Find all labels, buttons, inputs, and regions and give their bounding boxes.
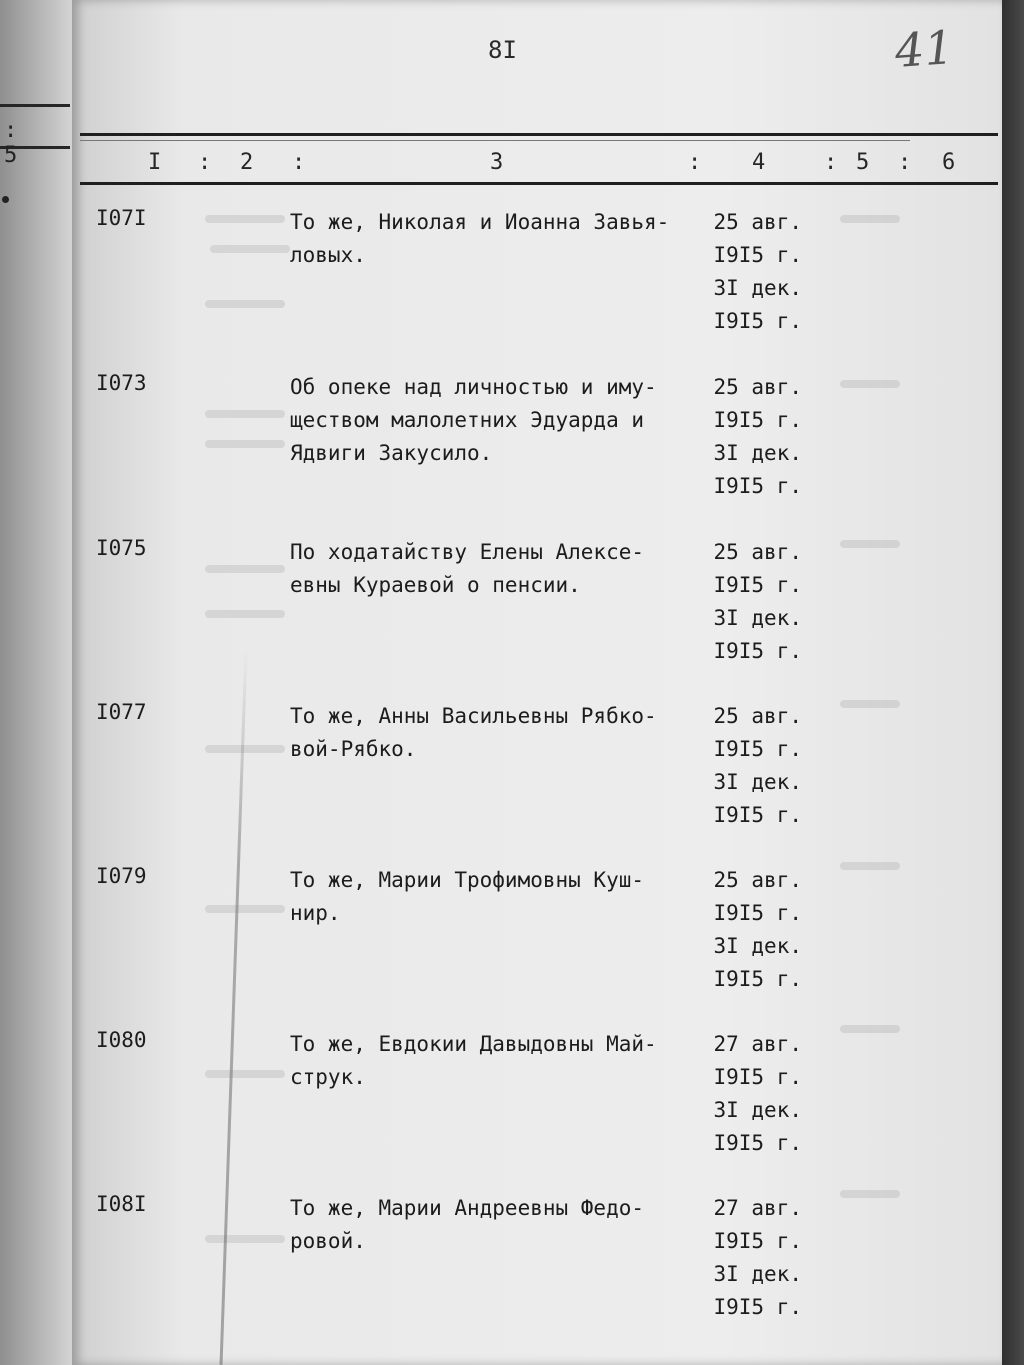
archive-folio-number: 41 <box>893 20 956 78</box>
entry-date-line: 3I дек. <box>713 276 802 300</box>
column-separator: : <box>898 150 912 175</box>
entry-dates <box>702 864 802 996</box>
bleed-through-mark <box>840 380 900 388</box>
column-separator: : <box>198 150 212 175</box>
list-item <box>0 206 1024 356</box>
previous-page-mark <box>2 196 9 203</box>
entry-title <box>290 864 690 930</box>
column-separator: : <box>292 150 306 175</box>
entry-dates <box>702 371 802 503</box>
bleed-through-mark <box>205 745 285 753</box>
entry-title-line: То же, Анны Васильевны Рябко- <box>290 704 657 728</box>
entry-date-line: 27 авг. <box>713 1196 802 1220</box>
entry-title-line: То же, Марии Андреевны Федо- <box>290 1196 645 1220</box>
entry-date-line: 25 авг. <box>713 540 802 564</box>
entry-date-line: 25 авг. <box>713 704 802 728</box>
entry-title <box>290 1192 690 1258</box>
bleed-through-mark <box>205 1070 285 1078</box>
column-header-6: 6 <box>942 150 956 175</box>
entry-dates <box>702 700 802 832</box>
bleed-through-mark <box>840 700 900 708</box>
entry-number: I07I <box>96 206 147 230</box>
entry-title-line: То же, Марии Трофимовны Куш- <box>290 868 645 892</box>
entry-date-line: I9I5 г. <box>713 1131 802 1155</box>
bleed-through-mark <box>205 410 285 418</box>
entry-title-line: нир. <box>290 901 341 925</box>
entry-date-line: I9I5 г. <box>713 474 802 498</box>
header-bottom-rule <box>80 182 998 185</box>
previous-page-column-label: : 5 <box>4 118 36 168</box>
header-top-rule <box>80 133 998 136</box>
bleed-through-mark <box>840 540 900 548</box>
page-number: 8I <box>488 36 517 64</box>
list-item <box>0 1192 1024 1342</box>
bleed-through-mark <box>205 1235 285 1243</box>
entry-date-line: I9I5 г. <box>713 309 802 333</box>
entry-number: I079 <box>96 864 147 888</box>
entry-date-line: I9I5 г. <box>713 573 802 597</box>
entry-date-line: I9I5 г. <box>713 967 802 991</box>
column-header-1: I <box>148 150 162 175</box>
entry-date-line: I9I5 г. <box>713 737 802 761</box>
entry-title-line: струк. <box>290 1065 366 1089</box>
entry-title-line: То же, Евдокии Давыдовны Май- <box>290 1032 657 1056</box>
entry-title-line: ществом малолетних Эдуарда и <box>290 408 645 432</box>
entry-date-line: I9I5 г. <box>713 803 802 827</box>
bleed-through-mark <box>205 440 285 448</box>
bleed-through-mark <box>840 1190 900 1198</box>
column-separator: : <box>824 150 838 175</box>
entry-date-line: I9I5 г. <box>713 1229 802 1253</box>
entry-dates <box>702 1192 802 1324</box>
entry-date-line: I9I5 г. <box>713 639 802 663</box>
entry-date-line: 25 авг. <box>713 375 802 399</box>
entry-date-line: I9I5 г. <box>713 243 802 267</box>
entry-number: I075 <box>96 536 147 560</box>
entry-date-line: 3I дек. <box>713 1098 802 1122</box>
entry-title <box>290 536 690 602</box>
entry-number: I073 <box>96 371 147 395</box>
list-item <box>0 1028 1024 1178</box>
entry-date-line: 3I дек. <box>713 606 802 630</box>
entry-dates <box>702 206 802 338</box>
column-separator: : <box>688 150 702 175</box>
entry-date-line: I9I5 г. <box>713 408 802 432</box>
entry-title-line: По ходатайству Елены Алексе- <box>290 540 645 564</box>
entry-title-line: ловых. <box>290 243 366 267</box>
entry-title-line: ровой. <box>290 1229 366 1253</box>
entry-date-line: 27 авг. <box>713 1032 802 1056</box>
entry-title <box>290 1028 690 1094</box>
entry-title-line: Об опеке над личностью и иму- <box>290 375 657 399</box>
header-top-rule-faint <box>80 140 910 141</box>
column-header-3: 3 <box>490 150 504 175</box>
entry-number: I08I <box>96 1192 147 1216</box>
entry-title <box>290 700 690 766</box>
entry-number: I077 <box>96 700 147 724</box>
entry-date-line: I9I5 г. <box>713 1065 802 1089</box>
list-item <box>0 536 1024 686</box>
previous-page-rule <box>0 104 70 107</box>
entry-number: I080 <box>96 1028 147 1052</box>
entry-dates <box>702 536 802 668</box>
bleed-through-mark <box>205 905 285 913</box>
entry-dates <box>702 1028 802 1160</box>
entry-date-line: I9I5 г. <box>713 901 802 925</box>
bleed-through-mark <box>840 215 900 223</box>
bleed-through-mark <box>205 215 285 223</box>
entry-title-line: вой-Рябко. <box>290 737 417 761</box>
list-item <box>0 700 1024 850</box>
list-item <box>0 864 1024 1014</box>
bleed-through-mark <box>205 610 285 618</box>
column-header-4: 4 <box>752 150 766 175</box>
bleed-through-mark <box>205 565 285 573</box>
column-header-5: 5 <box>856 150 870 175</box>
entry-date-line: 3I дек. <box>713 770 802 794</box>
entry-title-line: То же, Николая и Иоанна Завья- <box>290 210 670 234</box>
entry-title-line: Ядвиги Закусило. <box>290 441 493 465</box>
entry-title <box>290 206 690 272</box>
entry-title <box>290 371 690 470</box>
entry-date-line: 3I дек. <box>713 441 802 465</box>
bleed-through-mark <box>840 862 900 870</box>
bleed-through-mark <box>210 245 290 253</box>
bleed-through-mark <box>840 1025 900 1033</box>
column-header-2: 2 <box>240 150 254 175</box>
entry-date-line: I9I5 г. <box>713 1295 802 1319</box>
entry-title-line: евны Кураевой о пенсии. <box>290 573 581 597</box>
entry-date-line: 3I дек. <box>713 1262 802 1286</box>
entry-date-line: 25 авг. <box>713 868 802 892</box>
list-item <box>0 371 1024 521</box>
entry-date-line: 25 авг. <box>713 210 802 234</box>
entry-date-line: 3I дек. <box>713 934 802 958</box>
bleed-through-mark <box>205 300 285 308</box>
